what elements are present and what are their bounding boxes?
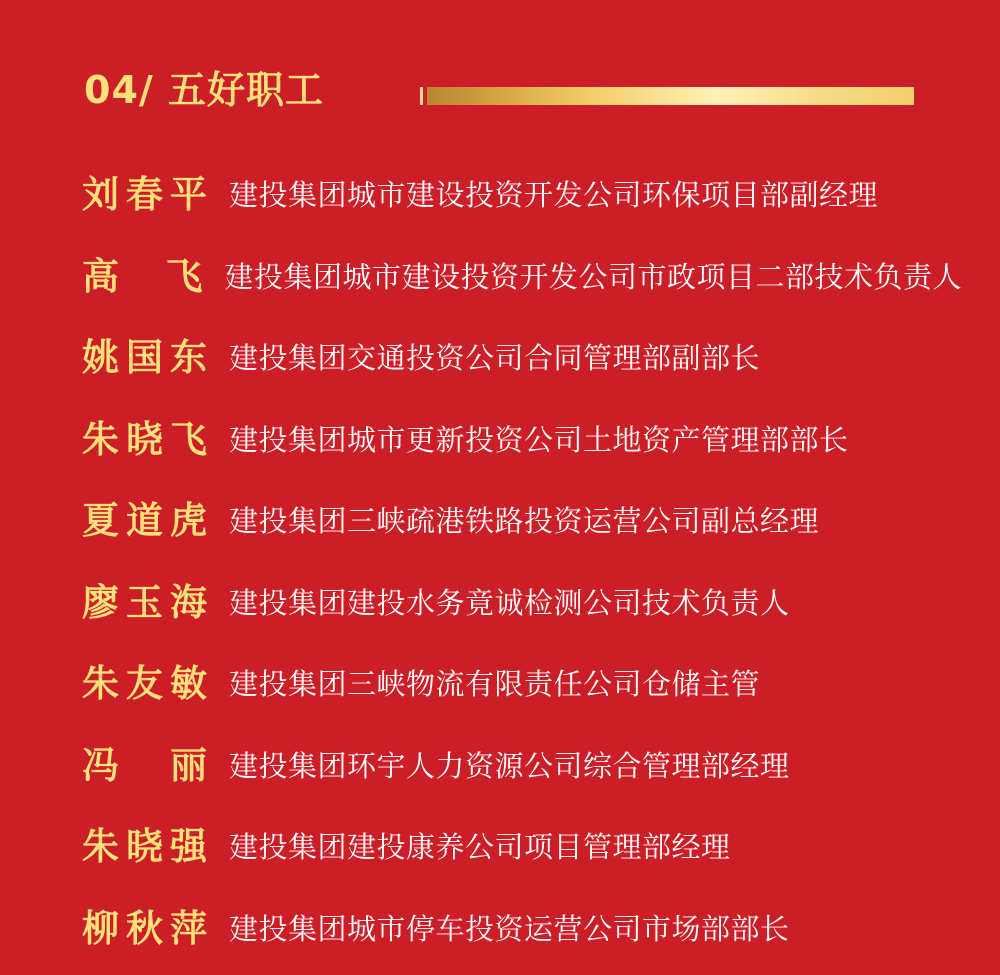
section-header xyxy=(84,62,924,120)
worker-name: 廖玉海 xyxy=(82,568,207,638)
list-item xyxy=(82,323,962,405)
worker-position: 建投集团建投康养公司项目管理部经理 xyxy=(229,812,731,882)
list-item xyxy=(82,731,962,813)
worker-name: 刘春平 xyxy=(82,160,207,230)
list-item xyxy=(82,486,962,568)
worker-list xyxy=(82,160,962,975)
worker-position: 建投集团建投水务竟诚检测公司技术负责人 xyxy=(229,568,790,638)
worker-position: 建投集团交通投资公司合同管理部副部长 xyxy=(229,323,760,393)
gold-decorative-bar xyxy=(420,87,914,105)
worker-name: 姚国东 xyxy=(82,323,207,393)
worker-name: 柳秋萍 xyxy=(82,894,207,964)
worker-name: 朱晓飞 xyxy=(82,405,207,475)
worker-name: 夏道虎 xyxy=(82,486,207,556)
worker-position: 建投集团三峡物流有限责任公司仓储主管 xyxy=(229,649,760,719)
worker-name: 朱晓强 xyxy=(82,812,207,882)
worker-position: 建投集团城市更新投资公司土地资产管理部部长 xyxy=(229,405,849,475)
worker-name: 高 飞 xyxy=(82,242,202,312)
worker-position: 建投集团三峡疏港铁路投资运营公司副总经理 xyxy=(229,486,819,556)
list-item xyxy=(82,242,962,324)
worker-name: 冯 丽 xyxy=(82,731,207,801)
list-item xyxy=(82,405,962,487)
list-item xyxy=(82,160,962,242)
worker-position: 建投集团环宇人力资源公司综合管理部经理 xyxy=(229,731,790,801)
worker-position: 建投集团城市建设投资开发公司环保项目部副经理 xyxy=(229,160,878,230)
worker-name: 朱友敏 xyxy=(82,649,207,719)
worker-position: 建投集团城市停车投资运营公司市场部部长 xyxy=(229,894,790,964)
worker-position: 建投集团城市建设投资开发公司市政项目二部技术负责人 xyxy=(224,242,962,312)
section-title: 04/ 五好职工 xyxy=(84,64,324,116)
list-item xyxy=(82,568,962,650)
list-item xyxy=(82,649,962,731)
list-item xyxy=(82,894,962,975)
list-item xyxy=(82,812,962,894)
